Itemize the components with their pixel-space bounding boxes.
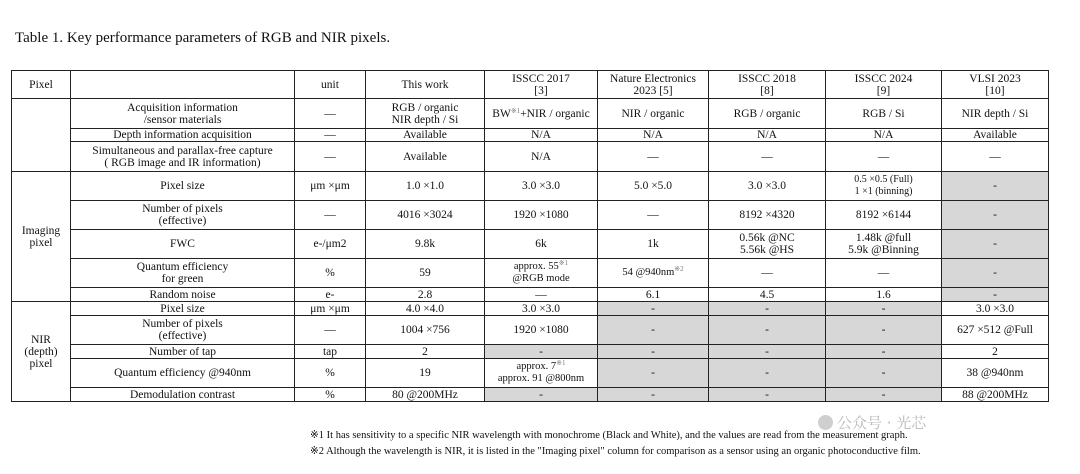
nir-number-of-tap-nature-electronics: - — [598, 345, 709, 359]
imaging-qe-isscc-2017: approx. 55$^{※1}$ @RGB mode — [485, 259, 598, 288]
imaging-pixel-size-unit: μm ×μm — [295, 172, 366, 201]
row-nir-pixel-size — [12, 302, 1049, 316]
imaging-pixel-size-isscc-2017: 3.0 ×3.0 — [485, 172, 598, 201]
nir-pixel-size-label: Pixel size — [71, 302, 295, 316]
header-this-work: This work — [366, 71, 485, 99]
imaging-random-noise-unit: e- — [295, 288, 366, 302]
imaging-qe-vlsi-2023: - — [942, 259, 1049, 288]
imaging-random-noise-isscc-2018: 4.5 — [709, 288, 826, 302]
depth-isscc-2024: N/A — [826, 129, 942, 142]
nir-qe-label: Quantum efficiency @940nm — [71, 359, 295, 388]
nir-pixel-size-nature-electronics: - — [598, 302, 709, 316]
header-isscc-2018: ISSCC 2018 [8] — [709, 71, 826, 99]
table-header-row — [12, 71, 1049, 99]
nir-number-of-tap-label: Number of tap — [71, 345, 295, 359]
nir-number-of-pixels-label: Number of pixels (effective) — [71, 316, 295, 345]
nir-pixel-group: NIR (depth) pixel — [12, 302, 71, 402]
row-imaging-quantum-efficiency — [12, 259, 1049, 288]
row-depth-acquisition — [12, 129, 1049, 142]
imaging-random-noise-isscc-2017: — — [485, 288, 598, 302]
imaging-number-of-pixels-isscc-2018: 8192 ×4320 — [709, 201, 826, 230]
simultaneous-nature-electronics: — — [598, 142, 709, 172]
imaging-pixel-size-vlsi-2023: - — [942, 172, 1049, 201]
acquisition-label: Acquisition information /sensor materials — [71, 99, 295, 129]
nir-qe-nature-electronics: - — [598, 359, 709, 388]
row-imaging-fwc — [12, 230, 1049, 259]
imaging-qe-nature-electronics: 54 $@940nm^{※2}$ — [598, 259, 709, 288]
nir-qe-isscc-2018: - — [709, 359, 826, 388]
nir-number-of-pixels-vlsi-2023: 627 ×512 @Full — [942, 316, 1049, 345]
acquisition-this-work: RGB / organic NIR depth / Si — [366, 99, 485, 129]
nir-pixel-size-vlsi-2023: 3.0 ×3.0 — [942, 302, 1049, 316]
nir-qe-unit: % — [295, 359, 366, 388]
footnote-2: ※2 Although the wavelength is NIR, it is listed in the "Imaging pixel" column for comparison as a sensor using an organic photoconductive film. — [310, 446, 921, 457]
imaging-number-of-pixels-label: Number of pixels (effective) — [71, 201, 295, 230]
nir-demodulation-contrast-label: Demodulation contrast — [71, 388, 295, 402]
nir-qe-this-work: 19 — [366, 359, 485, 388]
acquisition-unit: — — [295, 99, 366, 129]
nir-pixel-size-isscc-2017: 3.0 ×3.0 — [485, 302, 598, 316]
nir-demodulation-contrast-isscc-2018: - — [709, 388, 826, 402]
imaging-pixel-size-nature-electronics: 5.0 ×5.0 — [598, 172, 709, 201]
watermark-logo-icon — [818, 415, 833, 430]
nir-number-of-pixels-isscc-2017: 1920 ×1080 — [485, 316, 598, 345]
nir-number-of-pixels-nature-electronics: - — [598, 316, 709, 345]
depth-nature-electronics: N/A — [598, 129, 709, 142]
nir-pixel-size-this-work: 4.0 ×4.0 — [366, 302, 485, 316]
row-nir-number-of-pixels — [12, 316, 1049, 345]
imaging-pixel-size-label: Pixel size — [71, 172, 295, 201]
nir-demodulation-contrast-nature-electronics: - — [598, 388, 709, 402]
row-acquisition — [12, 99, 1049, 129]
parameters-table — [11, 70, 1049, 402]
imaging-number-of-pixels-unit: — — [295, 201, 366, 230]
nir-qe-vlsi-2023: 38 @940nm — [942, 359, 1049, 388]
nir-number-of-pixels-this-work: 1004 ×756 — [366, 316, 485, 345]
imaging-pixel-group: Imaging pixel — [12, 172, 71, 302]
header-pixel: Pixel — [12, 71, 71, 99]
row-imaging-pixel-size — [12, 172, 1049, 201]
nir-pixel-size-isscc-2018: - — [709, 302, 826, 316]
imaging-number-of-pixels-nature-electronics: — — [598, 201, 709, 230]
depth-isscc-2017: N/A — [485, 129, 598, 142]
depth-isscc-2018: N/A — [709, 129, 826, 142]
nir-demodulation-contrast-unit: % — [295, 388, 366, 402]
nir-number-of-pixels-isscc-2024: - — [826, 316, 942, 345]
row-nir-demodulation-contrast — [12, 388, 1049, 402]
row-simultaneous-capture — [12, 142, 1049, 172]
imaging-fwc-isscc-2024: 1.48k @full 5.9k @Binning — [826, 230, 942, 259]
imaging-qe-label: Quantum efficiency for green — [71, 259, 295, 288]
nir-number-of-pixels-isscc-2018: - — [709, 316, 826, 345]
simultaneous-this-work: Available — [366, 142, 485, 172]
row-nir-number-of-tap — [12, 345, 1049, 359]
imaging-fwc-isscc-2018: 0.56k @NC 5.56k @HS — [709, 230, 826, 259]
depth-this-work: Available — [366, 129, 485, 142]
imaging-fwc-label: FWC — [71, 230, 295, 259]
simultaneous-unit: — — [295, 142, 366, 172]
nir-number-of-tap-isscc-2017: - — [485, 345, 598, 359]
header-unit: unit — [295, 71, 366, 99]
nir-pixel-size-isscc-2024: - — [826, 302, 942, 316]
imaging-random-noise-vlsi-2023: - — [942, 288, 1049, 302]
imaging-random-noise-nature-electronics: 6.1 — [598, 288, 709, 302]
simultaneous-vlsi-2023: — — [942, 142, 1049, 172]
nir-number-of-tap-unit: tap — [295, 345, 366, 359]
nir-number-of-tap-this-work: 2 — [366, 345, 485, 359]
simultaneous-isscc-2024: — — [826, 142, 942, 172]
header-parameter — [71, 71, 295, 99]
acquisition-isscc-2018: RGB / organic — [709, 99, 826, 129]
table-caption: Table 1. Key performance parameters of RGB and NIR pixels. — [15, 30, 391, 46]
imaging-fwc-nature-electronics: 1k — [598, 230, 709, 259]
watermark: 公众号 · 光芯 — [818, 412, 926, 433]
imaging-number-of-pixels-isscc-2017: 1920 ×1080 — [485, 201, 598, 230]
imaging-qe-isscc-2024: — — [826, 259, 942, 288]
imaging-random-noise-this-work: 2.8 — [366, 288, 485, 302]
nir-demodulation-contrast-isscc-2017: - — [485, 388, 598, 402]
imaging-random-noise-isscc-2024: 1.6 — [826, 288, 942, 302]
header-vlsi-2023: VLSI 2023 [10] — [942, 71, 1049, 99]
imaging-number-of-pixels-this-work: 4016 ×3024 — [366, 201, 485, 230]
nir-number-of-tap-vlsi-2023: 2 — [942, 345, 1049, 359]
nir-demodulation-contrast-this-work: 80 @200MHz — [366, 388, 485, 402]
nir-pixel-size-unit: μm ×μm — [295, 302, 366, 316]
row-nir-quantum-efficiency — [12, 359, 1049, 388]
imaging-fwc-vlsi-2023: - — [942, 230, 1049, 259]
nir-qe-isscc-2024: - — [826, 359, 942, 388]
acquisition-isscc-2024: RGB / Si — [826, 99, 942, 129]
header-isscc-2017: ISSCC 2017 [3] — [485, 71, 598, 99]
acquisition-nature-electronics: NIR / organic — [598, 99, 709, 129]
imaging-qe-this-work: 59 — [366, 259, 485, 288]
general-group-cell — [12, 99, 71, 172]
simultaneous-isscc-2017: N/A — [485, 142, 598, 172]
acquisition-isscc-2017: $BW^{※1}+NIR$ / organic — [485, 99, 598, 129]
imaging-pixel-size-isscc-2024: 0.5 ×0.5 (Full) 1 ×1 (binning) — [826, 172, 942, 201]
nir-demodulation-contrast-vlsi-2023: 88 @200MHz — [942, 388, 1049, 402]
depth-unit: — — [295, 129, 366, 142]
imaging-pixel-size-isscc-2018: 3.0 ×3.0 — [709, 172, 826, 201]
nir-number-of-tap-isscc-2018: - — [709, 345, 826, 359]
simultaneous-label: Simultaneous and parallax-free capture ( RGB image and IR information) — [71, 142, 295, 172]
imaging-fwc-unit: e-/μm2 — [295, 230, 366, 259]
imaging-number-of-pixels-vlsi-2023: - — [942, 201, 1049, 230]
depth-vlsi-2023: Available — [942, 129, 1049, 142]
nir-number-of-tap-isscc-2024: - — [826, 345, 942, 359]
nir-qe-isscc-2017: approx. 7$^{※1}$ approx. 91 @800nm — [485, 359, 598, 388]
imaging-qe-unit: % — [295, 259, 366, 288]
nir-demodulation-contrast-isscc-2024: - — [826, 388, 942, 402]
header-nature-electronics: Nature Electronics 2023 [5] — [598, 71, 709, 99]
footnote-1: ※1 It has sensitivity to a specific NIR wavelength with monochrome (Black and White), and the values are read from the measurement graph. — [310, 430, 908, 441]
imaging-pixel-size-this-work: 1.0 ×1.0 — [366, 172, 485, 201]
imaging-random-noise-label: Random noise — [71, 288, 295, 302]
acquisition-vlsi-2023: NIR depth / Si — [942, 99, 1049, 129]
simultaneous-isscc-2018: — — [709, 142, 826, 172]
row-imaging-number-of-pixels — [12, 201, 1049, 230]
nir-number-of-pixels-unit: — — [295, 316, 366, 345]
row-imaging-random-noise — [12, 288, 1049, 302]
imaging-qe-isscc-2018: — — [709, 259, 826, 288]
imaging-fwc-this-work: 9.8k — [366, 230, 485, 259]
header-isscc-2024: ISSCC 2024 [9] — [826, 71, 942, 99]
imaging-number-of-pixels-isscc-2024: 8192 ×6144 — [826, 201, 942, 230]
imaging-fwc-isscc-2017: 6k — [485, 230, 598, 259]
depth-label: Depth information acquisition — [71, 129, 295, 142]
